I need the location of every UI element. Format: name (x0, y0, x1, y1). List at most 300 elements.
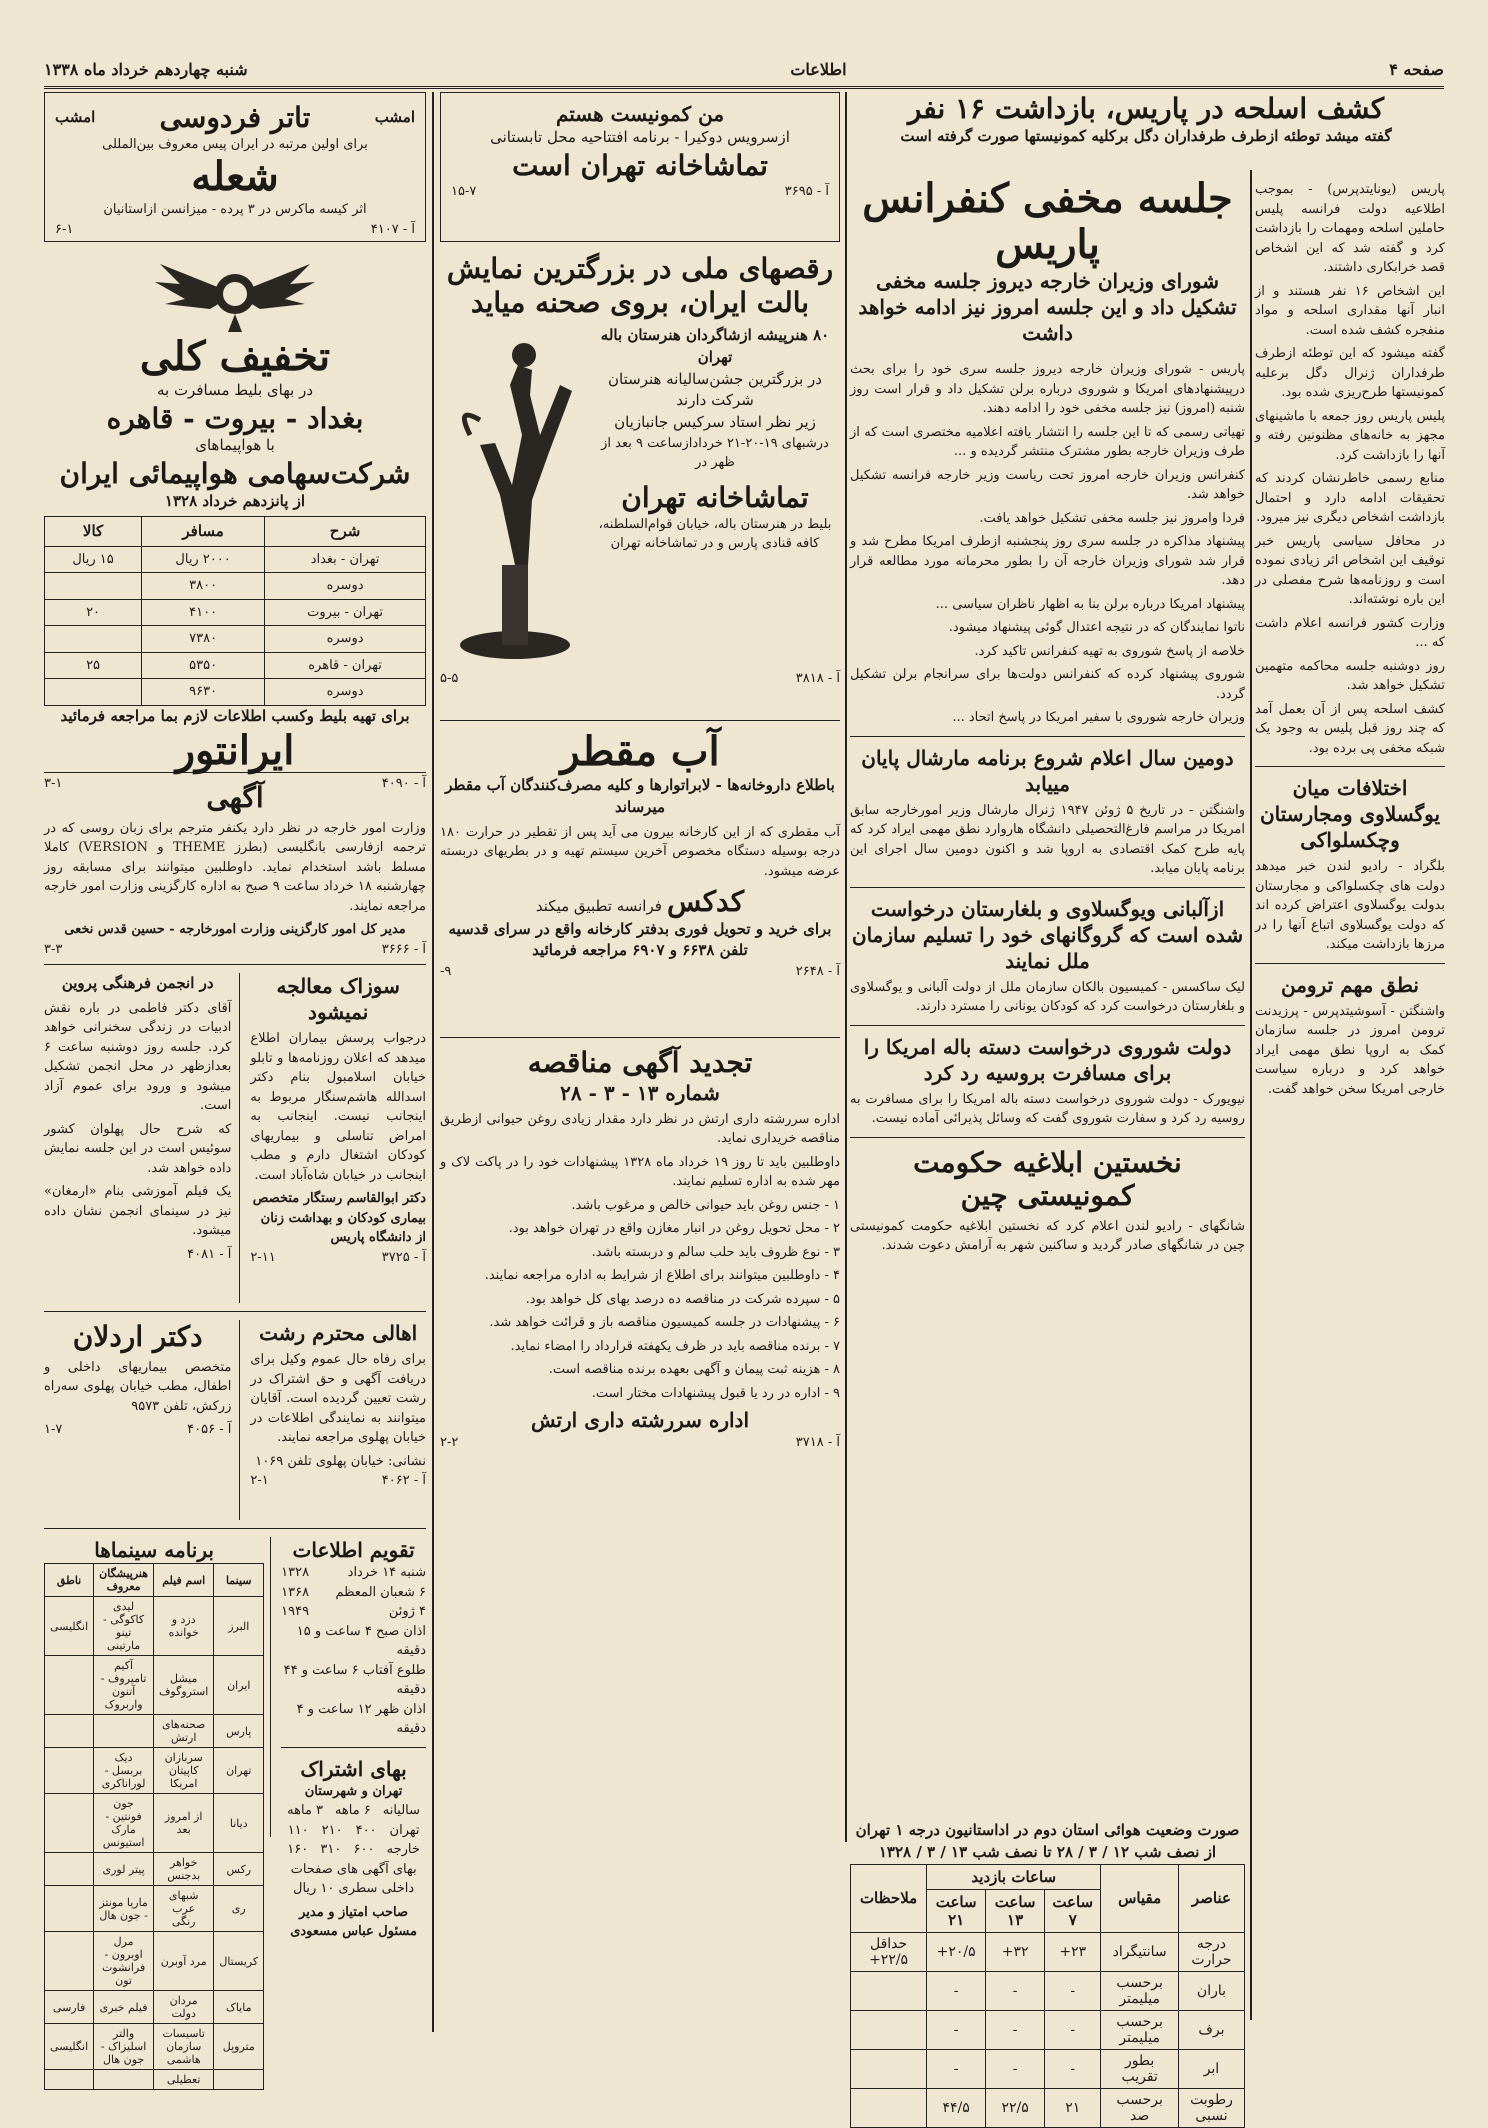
marshall-headline: دومین سال اعلام شروع برنامه مارشال پایان مییابد (861, 745, 1234, 796)
china-headline: نخستین ابلاغیه حکومت کمونیستی چین (913, 1145, 1182, 1213)
tender-clause: ۴ - داوطلبین میتوانند برای اطلاع از شرایط به اداره مراجعه نمایند. (484, 1268, 840, 1284)
cinema-cell: شبهای عرب رنگی (154, 1886, 214, 1932)
table-row (45, 1748, 264, 1794)
article-subhead: شورای وزیران خارجه دیروز جلسه مخفی تشکیل داد و این جلسه امروز نیز ادامه خواهد داشت (858, 269, 1237, 345)
ad-line: ۸۰ هنرپیشه ازشاگردان هنرستان باله تهران (600, 326, 830, 366)
ad-title: تجدید آگهی مناقصه (527, 1046, 753, 1079)
column-rule (845, 92, 847, 1842)
ad-info: برای تهیه بلیط وکسب اطلاعات لازم بما مراجعه فرمائید (60, 706, 410, 725)
weather-subheader: ساعت ۷ (1045, 1889, 1101, 1932)
subscription-cell: ۱۶۰ (287, 1842, 309, 1857)
cinema-cell: ایران (214, 1656, 264, 1715)
cinema-cell: از امروز بعد (154, 1794, 214, 1853)
ad-title: آگهی (206, 781, 264, 814)
weather-header: عناصر (1178, 1864, 1244, 1932)
subscription-cell: خارجه (386, 1842, 420, 1857)
ad-code: ۵-۵ (440, 671, 459, 687)
fare-cell: دوسره (265, 679, 426, 706)
weather-cell (851, 1971, 927, 2010)
article-paragraph: پاریس - شورای وزیران خارجه دیروز جلسه سری خود را برای بحث درپیشنهادهای امریکا و شوروی درباره برلن تشکیل داد و قرار است روز شنبه (امروز) نیز جلسه مخفی خود را ادامه دهند. (850, 362, 1245, 416)
ad-title: من کمونیست هستم (555, 102, 725, 126)
calendar-item: طلوع آفتاب ۶ ساعت و ۴۴ دقیقه (283, 1662, 426, 1697)
ad-code: آ - ۴۰۹۰ (381, 775, 426, 791)
ad-code: ۶-۱ (55, 221, 74, 237)
weather-cell: برحسب میلیمتر (1101, 1971, 1179, 2010)
tender-clause: ۶ - پیشنهادات در جلسه کمیسیون مناقصه باز و قرائت خواهد شد. (489, 1315, 840, 1331)
table-row (45, 1991, 264, 2024)
cinema-cell: مرد آوبرن (154, 1932, 214, 1991)
ad-brand: کدکس (667, 885, 745, 918)
bottom-left-row (44, 1537, 426, 2086)
tender-clause: ۷ - برنده مناقصه باید در ظرف یکهفته قرارداد را امضاء نماید. (510, 1338, 840, 1354)
cinema-cell: پارس (214, 1715, 264, 1748)
china-body: شانگهای - رادیو لندن اعلام کرد که نخستین ابلاغیه حکومت کمونیستی چین در شانگهای صادر گردید و ساکنین شهر به آرامش دعوت شدند. (850, 1218, 1245, 1254)
publisher-line: صاحب امتیاز و مدیر مسئول عباس مسعودی (290, 1904, 417, 1939)
article-paragraph: گفته میشود که این توطئه ازطرف طرفداران ژنرال دگل برعلیه کمونیستها طرح‌ریزی شده بود. (1255, 346, 1445, 400)
ad-code: ۳-۱ (44, 775, 63, 791)
cinema-cell: دیانا (214, 1794, 264, 1853)
cinema-cell (94, 1715, 154, 1748)
cinema-cell: مرل اوبرون - فرانشوت تون (94, 1932, 154, 1991)
subscription-title: بهای اشتراک (300, 1756, 407, 1781)
ad-title: دکتر اردلان (72, 1320, 203, 1353)
ad-code: آ - ۳۸۱۸ (795, 671, 840, 687)
ad-code: آ - ۴۰۸۱ (187, 1246, 232, 1262)
weather-cell (851, 2049, 927, 2088)
cinema-cell: میشل استروگوف (154, 1656, 214, 1715)
calendar-item: اذان ظهر ۱۲ ساعت و ۴ دقیقه (296, 1701, 426, 1736)
weather-cell: - (1045, 1971, 1101, 2010)
weather-cell: سانتیگراد (1101, 1932, 1179, 1971)
fare-cell: ۲۰ (45, 599, 142, 626)
ad-line: زیر نظر استاد سرکیس جانبازیان (614, 413, 816, 432)
weather-header: ملاحظات (851, 1864, 927, 1932)
left-column (44, 92, 427, 2086)
article-paragraph: پاریس (یونایتدپرس) - بموجب اطلاعیه دولت فرانسه پلیس حاملین اسلحه ومهمات را بازداشت کرد و گفته شد که این اشخاص قصد خرابکاری داشتند. (1255, 182, 1445, 275)
middle-column (440, 92, 840, 1842)
weather-cell (851, 2088, 927, 2127)
cinema-header: اسم فیلم (154, 1564, 214, 1597)
fare-cell: ۱۵ ریال (45, 546, 142, 573)
tender-clause: ۵ - سپرده شرکت در مناقصه ده درصد بهای کل خواهد بود. (525, 1291, 840, 1307)
weather-cell: برحسب صد (1101, 2088, 1179, 2127)
cinema-cell: مایاک (214, 1991, 264, 2024)
weather-cell: ابر (1178, 2049, 1244, 2088)
subscription-cell: ۳۱۰ (320, 1842, 342, 1857)
table-row (851, 2010, 1245, 2049)
weather-title: صورت وضعیت هوائی استان دوم در اداستانیون درجه ۱ تهران از نصف شب ۱۲ / ۳ / ۲۸ تا نصف شب ۱۳ / ۳ / ۱۳۲۸ (855, 1821, 1240, 1861)
ad-ballet (440, 252, 840, 712)
calendar-year: ۱۳۶۸ (281, 1584, 310, 1600)
cinema-cell (94, 2070, 154, 2090)
weather-cell: ۲۰/۵+ (927, 1932, 986, 1971)
ad-body: متخصص بیماریهای داخلی و اطفال، مطب خیابان پهلوی سه‌راه زرکش، تلفن ۹۵۷۳ (44, 1359, 232, 1414)
ad-translator-notice (44, 781, 426, 956)
ad-clinic (250, 973, 426, 1303)
ad-phone: نشانی: خیابان پهلوی تلفن ۱۰۶۹ (255, 1453, 426, 1469)
weather-subheader: ساعت ۲۱ (927, 1889, 986, 1932)
calendar-item: ۴ ژوئن (388, 1604, 426, 1619)
tender-clause: ۹ - اداره در رد یا قبول پیشنهادات مختار است. (591, 1385, 840, 1401)
fare-table (44, 516, 426, 706)
weather-cell: - (1045, 2049, 1101, 2088)
ad-body: آب مقطری که از این کارخانه بیرون می آید پس از تقطیر در حرارت ۱۸۰ درجه بوسیله دستگاه مخصوص آخرین سیستم تهیه و در بطریهای دربسته عرضه میشود. (440, 824, 840, 879)
subscription-head: ۳ ماهه (287, 1803, 324, 1818)
table-row (45, 1853, 264, 1886)
ad-signature: اداره سررشته داری ارتش (530, 1408, 750, 1433)
cinema-program (44, 1537, 271, 2086)
small-ads-row-2 (44, 1320, 426, 1520)
table-row (45, 1794, 264, 1853)
article-paragraph: در محافل سیاسی پاریس خبر توقیف این اشخاص اثر زیادی نموده است و روزنامه‌ها شرح مفصلی در این باره نوشته‌اند. (1255, 533, 1445, 607)
table-row (45, 1656, 264, 1715)
table-row (851, 1932, 1245, 1971)
cinema-cell: رکس (214, 1853, 264, 1886)
tender-clause: ۳ - نوع ظروف باید حلب سالم و دربسته باشد. (591, 1244, 840, 1260)
column-rule (432, 92, 434, 2032)
fare-cell: ۴۱۰۰ (142, 599, 265, 626)
ad-parvin-society (44, 973, 240, 1303)
table-row (45, 1597, 264, 1656)
cinema-cell: آکیم تامیروف - آتنون واربروک (94, 1656, 154, 1715)
ad-line: در بزرگترین جشن‌سالیانه هنرستان شرکت دارند (608, 369, 822, 410)
ad-code: ۲-۱ (250, 1473, 269, 1488)
ad-body: وزارت امور خارجه در نظر دارد یکنفر مترجم برای زبان روسی که در ترجمه ازفارسی بانگلیسی (بطرز THEME و VERSION) کاملا مسلط باشد استخدام نماید. داوطلبین میتوانند برای مسابقه روز چهارشنبه ۱۸ خرداد ساعت ۹ صبح به اداره کارگزینی وزارت امور خارجه مراجعه نمایند. (44, 820, 427, 914)
cinema-cell: مردان دولت (154, 1991, 214, 2024)
truman-headline: نطق مهم ترومن (1280, 972, 1420, 997)
issue-date: شنبه چهاردهم خرداد ماه ۱۳۳۸ (44, 59, 248, 79)
ad-signature: دکتر ابوالقاسم رستگار متخصص بیماری کودکان و بهداشت زنان از دانشگاه پاریس (252, 1191, 426, 1245)
cinema-cell: سربازان کاپیتان امریکا (154, 1748, 214, 1794)
table-row (45, 652, 426, 679)
article-paragraph: پیشنهاد مذاکره در جلسه سری روز پنجشنبه ازطرف امریکا مطرح شد و قرار شد شورای وزیران خارجه آن را بطور محرمانه مورد مطالعه قرار دهد. (850, 534, 1245, 588)
table-row (851, 2049, 1245, 2088)
weather-cell (851, 2010, 927, 2049)
weather-header: مقیاس (1101, 1864, 1179, 1932)
subscription-subtitle: تهران و شهرستان (304, 1783, 403, 1799)
ad-communist-play (440, 92, 840, 242)
article-headline: جلسه مخفی کنفرانس پاریس (862, 175, 1233, 268)
cinema-title: برنامه سینماها (94, 1538, 214, 1562)
ad-title: در انجمن فرهنگی پروین (61, 974, 214, 992)
fare-cell: دوسره (265, 573, 426, 600)
table-row (45, 573, 426, 600)
cinema-cell: ری (214, 1886, 264, 1932)
ad-code: ۹- (440, 964, 452, 980)
fare-cell: تهران - بغداد (265, 546, 426, 573)
yugoslavia-body: بلگراد - رادیو لندن خبر میدهد دولت های چکسلواکی و مجارستان بدولت یوگسلاوی اعتراض کرده اند که دولت یوگسلاوی اتباع آنها را در مرزها بازداشت میکند. (1255, 859, 1445, 952)
weather-cell: - (986, 1971, 1045, 2010)
ad-code: آ - ۴۱۰۷ (370, 221, 415, 237)
cinema-cell (45, 1656, 94, 1715)
ad-subtitle: ازسرویس دوکیرا - برنامه افتتاحیه محل تابستانی (490, 128, 790, 146)
ad-body: یک فیلم آموزشی بنام «ارمغان» نیز در سینمای انجمن نشان داده میشود. (44, 1184, 232, 1239)
weather-cell: درجه حرارت (1178, 1932, 1244, 1971)
ad-tonight: امشب (55, 107, 96, 126)
masthead (44, 52, 1444, 89)
column-rule (1250, 170, 1252, 2020)
article-paragraph: پیشنهاد امریکا درباره برلن بنا به اظهار ناظران سیاسی ... (935, 596, 1245, 612)
cinema-cell: پیتر لوری (94, 1853, 154, 1886)
weather-subheader: ساعت ۱۳ (986, 1889, 1045, 1932)
cinema-cell (45, 1794, 94, 1853)
ad-body: درجواب پرسش بیماران اطلاع میدهد که اعلان روزنامه‌ها و تابلو خیابان اسلامبول بنام دکتر اسدالله هاشم‌سنگار مربوط به اینجانب نیست. اینجانب به امراض تناسلی و بیماریهای کودکان اشتغال دارم و مطب اینجانب در خیابان شاه‌آباد است. (250, 1031, 426, 1183)
balkans-body: لیک ساکسس - کمیسیون بالکان سازمان ملل از دولت آلبانی و یوگسلاوی و بلغارستان درخواست کرد که کودکان یونانی را مسترد دارند. (850, 979, 1245, 1014)
fare-cell: ۵۳۵۰ (142, 652, 265, 679)
ad-title: تاتر فردوسی (159, 101, 311, 134)
tender-clause: داوطلبین باید تا روز ۱۹ خرداد ماه ۱۳۲۸ پیشنهادات خود را در پاکت لاک و مهر شده به اداره تسلیم نمایند. (440, 1154, 841, 1190)
cinema-cell: لیدی کاکوگی - تینو مارتینی (94, 1597, 154, 1656)
weather-cell: - (986, 2049, 1045, 2088)
ad-date: از پانزدهم خرداد ۱۳۲۸ (164, 491, 306, 510)
ad-code: ۲-۱۱ (250, 1249, 276, 1265)
ad-code: آ - ۳۶۶۶ (381, 941, 426, 957)
cinema-cell: فیلم خبری (94, 1991, 154, 2024)
paris-arms-header (850, 92, 1442, 172)
ad-doctor (44, 1320, 240, 1520)
table-row (45, 546, 426, 573)
fare-cell: ۹۶۳۰ (142, 679, 265, 706)
calendar-box (281, 1537, 426, 1939)
article-paragraph: ناتوا نمایندگان که در نتیجه اعتدال گوئی پیشنهاد میشود. (948, 620, 1245, 635)
fare-cell: ۷۳۸۰ (142, 626, 265, 653)
weather-cell: برحسب میلیمتر (1101, 2010, 1179, 2049)
fare-cell: دوسره (265, 626, 426, 653)
article-paragraph: پلیس پاریس روز جمعه با ماشینهای مجهز به خانه‌های مظنونین رفته و آنها را بازداشت کرد. (1255, 408, 1445, 463)
fare-header: مسافر (142, 517, 265, 547)
ad-title: اهالی محترم رشت (259, 1321, 418, 1345)
page-number: صفحه ۴ (1389, 59, 1444, 79)
ad-body: برای رفاه حال عموم وکیل برای دریافت آگهی و حق اشتراک در رشت تعیین گردیده است. آقایان میتوانند به نمایندگی اطلاعات در خیابان پهلوی مراجعه نمایند. (250, 1352, 426, 1445)
subscription-head: سالیانه (382, 1803, 421, 1818)
cinema-cell: والتر اسلیزاک - جون هال (94, 2024, 154, 2070)
ad-ferdowsi-theater (44, 92, 426, 242)
table-row (851, 2088, 1245, 2127)
ad-body: آقای دکتر فاطمی در باره نقش ادبیات در زندگی سخنرانی خواهد کرد. جلسه روز دوشنبه ساعت ۶ بعدازظهر در محل انجمن تشکیل میشود و ورود برای عموم آزاد است. (44, 1000, 232, 1114)
cinema-header: هنرپیشگان معروف (94, 1564, 154, 1597)
tender-clause: ۲ - محل تحویل روغن در انبار مغازن واقع در تهران خواهد بود. (508, 1221, 840, 1237)
article-paragraph: کنفرانس وزیران خارجه امروز تحت ریاست وزیر خارجه فرانسه تشکیل خواهد شد. (850, 467, 1245, 502)
cinema-cell: فارسی (45, 1991, 94, 2024)
article-paragraph: کشف اسلحه پس از آن بعمل آمد که چند روز قبل پلیس به وجود یک شبکه مخفی پی برده بود. (1255, 701, 1445, 756)
ad-venue: تماشاخانه تهران است (512, 148, 768, 182)
calendar-year: ۱۹۴۹ (281, 1604, 310, 1619)
subscription-cell: ۶۰۰ (353, 1842, 375, 1857)
article-paragraph: وزیران خارجه شوروی با سفیر امریکا در پاسخ اتحاد ... (952, 710, 1245, 725)
article-paragraph: این اشخاص ۱۶ نفر هستند و از انبار آنها مقداری اسلحه و مواد منفجره کشف شده است. (1255, 283, 1446, 338)
weather-cell: ۳۲+ (986, 1932, 1045, 1971)
fare-cell: ۲۰۰۰ ریال (142, 546, 265, 573)
cinema-cell: ماریا مونتز - جون هال (94, 1886, 154, 1932)
cinema-cell (45, 1715, 94, 1748)
cinema-cell: انگلیسی (45, 2024, 94, 2070)
ad-agency: ایرانتور (175, 726, 295, 774)
ad-code: آ - ۴۰۶۲ (381, 1473, 426, 1488)
ad-title: آب مقطر (560, 728, 720, 775)
fare-cell: تهران - قاهره (265, 652, 426, 679)
ad-subtitle: در بهای بلیط مسافرت به (156, 381, 314, 399)
ad-subtitle: برای اولین مرتبه در ایران پیس معروف بین‌المللی (102, 136, 368, 152)
cinema-cell: متروپل (214, 2024, 264, 2070)
fare-cell: تهران - بیروت (265, 599, 426, 626)
table-row (45, 599, 426, 626)
ad-cities: بغداد - بیروت - قاهره (106, 401, 364, 435)
winged-emblem-icon (150, 254, 320, 334)
truman-body: واشنگتن - آسوشیتدپرس - پرزیدنت ترومن امروز در جلسه سازمان کمک به اروپا نطق مهمی ایراد خواهد کرد و درباره سیاست خارجی امریکا سخن خواهد گفت. (1255, 1003, 1445, 1097)
weather-table (850, 1864, 1245, 2128)
ad-company: شرکت‌سهامی هواپیمائی ایران (59, 457, 411, 491)
ad-order: برای خرید و تحویل فوری بدفتر کارخانه واقع در سرای قدسیه تلفن ۶۶۳۸ و ۶۹۰۷ مراجعه فرمائید (448, 919, 832, 960)
article-paragraph: شوروی پیشنهاد کرده که کنفرانس دولت‌ها برای سرانجام برلن تشکیل گردد. (850, 667, 1245, 702)
ad-airline (44, 254, 426, 791)
article-paragraph: تهیاتی رسمی که تا این جلسه را انتشار یافته اعلامیه مختصری است که از طرف وزیران خارجه بطور مشترک منتشر گردیده و ... (850, 424, 1245, 459)
ad-code: ۱-۷ (44, 1422, 63, 1438)
ad-venue: تماشاخانه تهران (621, 480, 809, 514)
ad-headline: تخفیف کلی (139, 333, 331, 380)
arms-article (1255, 176, 1445, 2016)
cinema-header: سینما (214, 1564, 264, 1597)
weather-cell: حداقل ۲۲/۵+ (851, 1932, 927, 1971)
calendar-year: ۱۳۲۸ (281, 1565, 310, 1580)
weather-cell: - (927, 1971, 986, 2010)
ad-play-title: شعله (191, 153, 279, 201)
weather-report (850, 1820, 1245, 2124)
table-row (45, 679, 426, 706)
ad-code: ۲-۲ (440, 1435, 459, 1451)
ad-code: آ - ۳۶۹۵ (784, 184, 829, 200)
weather-cell: ۲۱ (1045, 2088, 1101, 2127)
ad-subtitle: باطلاع داروخانه‌ها - لابراتوارها و کلیه مصرف‌کنندگان آب مقطر میرساند (445, 776, 835, 816)
calendar-title: تقویم اطلاعات (292, 1538, 415, 1562)
weather-cell: ۴۴/۵ (927, 2088, 986, 2127)
weather-cell: باران (1178, 1971, 1244, 2010)
ad-tender (440, 1046, 840, 1586)
calendar-item: شنبه ۱۴ خرداد (347, 1565, 426, 1580)
ad-subtitle: با هواپیماهای (195, 436, 275, 455)
marshall-body: واشنگتن - در تاریخ ۵ ژوئن ۱۹۴۷ ژنرال مارشال وزیر امورخارجه سابق امریکا در مراسم فارغ‌التحصیلی دانشگاه هاروارد نطق مهمی ایراد کرد که پایه طرح کمک اقتصادی به اروپا شد و اکنون دومین سال اجرای این برنامه پایان میابد. (850, 802, 1245, 876)
tender-clause: ۱ - جنس روغن باید حیوانی خالص و مرغوب باشد. (571, 1197, 840, 1213)
cinema-cell: البرز (214, 1597, 264, 1656)
subscription-head: ۶ ماهه (334, 1803, 371, 1818)
cinema-cell (45, 2070, 94, 2090)
article-paragraph: فردا وامروز نیز جلسه مخفی تشکیل خواهد یافت. (979, 510, 1245, 526)
cinema-cell (214, 2070, 264, 2090)
article-paragraph: منابع رسمی خاطرنشان کردند که تحقیقات ادامه دارد و احتمال بازداشت اشخاص دیگری نیز میرود. (1255, 471, 1445, 525)
arms-kicker: کشف اسلحه در پاریس، بازداشت ۱۶ نفر (907, 92, 1385, 125)
ad-tickets: بلیط در هنرستان باله، خیابان قوام‌السلطنه، کافه قنادی پارس و در تماشاخانه تهران (598, 516, 832, 552)
article-paragraph: خلاصه از پاسخ شوروی به تهیه کنفرانس تاکید کرد. (974, 643, 1245, 659)
fare-cell (45, 626, 142, 653)
paris-conference-article (850, 176, 1245, 1816)
subscription-cell: ۴۰۰ (355, 1822, 377, 1838)
ad-code: ۳-۳ (44, 941, 63, 957)
subscription-cell: ۲۱۰ (321, 1822, 343, 1838)
article-body (850, 360, 1245, 728)
cinema-cell: کریستال (214, 1932, 264, 1991)
calendar-item: ۶ شعبان المعظم (335, 1584, 426, 1600)
table-row (45, 1886, 264, 1932)
ballet-refusal-headline: دولت شوروی درخواست دسته باله امریکا را برای مسافرت بروسیه رد کرد (863, 1034, 1232, 1085)
ad-distilled-water (440, 729, 840, 1029)
cinema-cell: دیک بربسل - لوراناکری (94, 1748, 154, 1794)
ad-code: آ - ۳۷۱۸ (795, 1435, 840, 1451)
tender-clause: اداره سررشته داری ارتش در نظر دارد مقدار زیادی روغن حیوانی ازطریق مناقصه خریداری نماید. (440, 1111, 840, 1147)
cinema-cell (45, 1932, 94, 1991)
ad-code: آ - ۴۰۵۶ (187, 1422, 232, 1438)
ad-number: شماره ۱۳ - ۳ - ۲۸ (560, 1080, 720, 1105)
fare-cell: ۲۵ (45, 652, 142, 679)
arms-subtitle: گفته میشد توطئه ازطرف طرفداران دگل برکلیه کمونیستها صورت گرفته است (900, 126, 1392, 145)
subscription-note: بهای آگهی های صفحات داخلی سطری ۱۰ ریال (290, 1861, 417, 1896)
weather-cell: برف (1178, 2010, 1244, 2049)
cinema-cell: تاسیسات سازمان هاشمی (154, 2024, 214, 2070)
weather-cell: ۲۲/۵ (986, 2088, 1045, 2127)
cinema-cell (45, 1886, 94, 1932)
weather-cell: - (986, 2010, 1045, 2049)
cinema-cell: صحنه‌های ارتش (154, 1715, 214, 1748)
ad-credits: اثر کیسه ماکرس در ۳ پرده - میزانسن ازاستانیان (103, 202, 367, 218)
weather-cell: ۲۳+ (1045, 1932, 1101, 1971)
table-row (45, 2070, 264, 2090)
ad-body: که شرح حال پهلوان کشور سوئیس است در این جلسه نمایش داده خواهد شد. (44, 1121, 232, 1176)
ad-brand-sub: فرانسه تطبیق میکند (535, 897, 662, 915)
fare-cell (45, 679, 142, 706)
ad-code: ۱۵-۷ (451, 184, 477, 200)
calendar-item: اذان صبح ۴ ساعت و ۱۵ دقیقه (296, 1623, 426, 1658)
paper-name: اطلاعات (790, 59, 847, 79)
table-row (45, 2024, 264, 2070)
ad-code: آ - ۲۶۴۸ (795, 964, 840, 980)
calendar-list (281, 1563, 426, 1739)
fare-header: شرح (265, 517, 426, 547)
article-paragraph: روز دوشنبه جلسه محاکمه متهمین تشکیل خواهد شد. (1255, 658, 1445, 693)
ad-signature: مدیر کل امور کارگزینی وزارت امورخارجه - حسین قدس نخعی (64, 922, 406, 938)
ad-headline: رقصهای ملی در بزرگترین نمایش بالت ایران، بروی صحنه میاید (446, 252, 834, 319)
ballerina-trophy-icon (440, 325, 590, 665)
subscription-cell: ۱۱۰ (287, 1822, 309, 1838)
cinema-cell (45, 1853, 94, 1886)
ad-line: درشبهای ۱۹-۲۰-۲۱ خردادازساعت ۹ بعد از ظهر در (601, 435, 829, 471)
ad-code: آ - ۳۷۲۵ (381, 1249, 426, 1265)
ballet-refusal-body: نیویورک - دولت شوروی درخواست دسته باله امریکا را برای مسافرت به روسیه رد کرد و سفارت شوروی گفت که وسائل پذیرائی آماده نیست. (850, 1091, 1245, 1126)
weather-cell: - (927, 2010, 986, 2049)
balkans-headline: ازآلبانی ویوگسلاوی و بلغارستان درخواست شده است که گروگانهای خود را تسلیم سازمان ملل نمایند (851, 896, 1244, 973)
cinema-cell: جون فونتین - مارک استیونس (94, 1794, 154, 1853)
article-paragraph: وزارت کشور فرانسه اعلام داشت که ... (1255, 615, 1445, 650)
fare-cell (45, 573, 142, 600)
table-row (45, 626, 426, 653)
weather-cell: بطور تقریب (1101, 2049, 1179, 2088)
weather-header: ساعات بازدید (927, 1864, 1101, 1889)
yugoslavia-headline: اختلافات میان یوگسلاوی ومجارستان وچکسلواکی (1259, 776, 1441, 852)
ad-title: سوزاک معالجه نمیشود (276, 974, 400, 1024)
cinema-cell: دزد و خوانده (154, 1597, 214, 1656)
ad-rasht (250, 1320, 426, 1520)
table-row (45, 1932, 264, 1991)
subscription-cell: تهران (389, 1822, 420, 1838)
cinema-table (44, 1563, 264, 2090)
table-row (45, 1715, 264, 1748)
small-ads-row (44, 973, 426, 1303)
cinema-cell: خواهر بدجنس (154, 1853, 214, 1886)
weather-cell: - (927, 2049, 986, 2088)
cinema-cell (45, 1748, 94, 1794)
fare-cell: ۳۸۰۰ (142, 573, 265, 600)
cinema-cell: تعطیلی (154, 2070, 214, 2090)
table-row (851, 1971, 1245, 2010)
weather-cell: رطوبت نسبی (1178, 2088, 1244, 2127)
fare-header: کالا (45, 517, 142, 547)
